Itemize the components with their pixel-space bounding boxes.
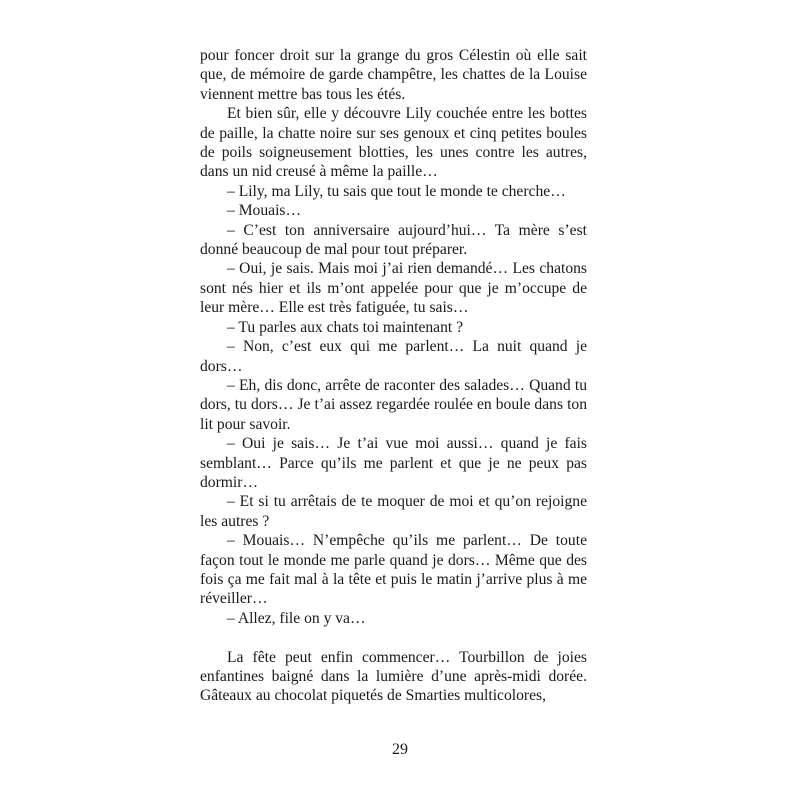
- paragraph: pour foncer droit sur la grange du gros Célestin où elle sait que, de mémoire de garde champêtre, les chattes de la Louise viennent mettre bas tous les étés.: [200, 47, 587, 103]
- paragraph: Et bien sûr, elle y découvre Lily couchée entre les bottes de paille, la chatte noire sur ses genoux et cinq petites boules de poils soigneusement blotties, les unes contre les autres, dans un nid creusé à même la paille…: [200, 105, 587, 181]
- dialogue-line: – Eh, dis donc, arrête de raconter des salades… Quand tu dors, tu dors… Je t’ai assez regardée roulée en boule dans ton lit pour savoir.: [200, 376, 587, 433]
- dialogue-line: – Oui, je sais. Mais moi j’ai rien demandé… Les chatons sont nés hier et ils m’ont appelée pour que je m’occupe de leur mère… Elle est très fatiguée, tu sais…: [200, 260, 587, 317]
- dialogue-line: – Mouais… N’empêche qu’ils me parlent… De toute façon tout le monde me parle quand je dors… Même que des fois ça me fait mal à la tête et puis le matin j’arrive plus à me réveiller…: [200, 532, 587, 608]
- page-number: 29: [392, 741, 408, 758]
- dialogue-line: – Et si tu arrêtais de te moquer de moi et qu’on rejoigne les autres ?: [200, 493, 587, 530]
- dialogue-line: – Non, c’est eux qui me parlent… La nuit quand je dors…: [200, 338, 587, 375]
- dialogue-line: – Lily, ma Lily, tu sais que tout le monde te cherche…: [227, 182, 566, 200]
- dialogue-line: – C’est ton anniversaire aujourd’hui… Ta mère s’est donné beaucoup de mal pour tout préparer.: [200, 221, 587, 259]
- dialogue-line: – Tu parles aux chats toi maintenant ?: [227, 318, 464, 336]
- body-text: [200, 46, 587, 706]
- dialogue-line: – Oui je sais… Je t’ai vue moi aussi… quand je fais semblant… Parce qu’ils me parlent et que je ne peux pas dormir…: [200, 435, 587, 491]
- dialogue-line: – Mouais…: [227, 202, 302, 220]
- paragraph: La fête peut enfin commencer… Tourbillon de joies enfantines baigné dans la lumière d’une après-midi dorée. Gâteaux au chocolat piquetés de Smarties multicolores,: [200, 648, 587, 705]
- dialogue-line: – Allez, file on y va…: [227, 609, 366, 627]
